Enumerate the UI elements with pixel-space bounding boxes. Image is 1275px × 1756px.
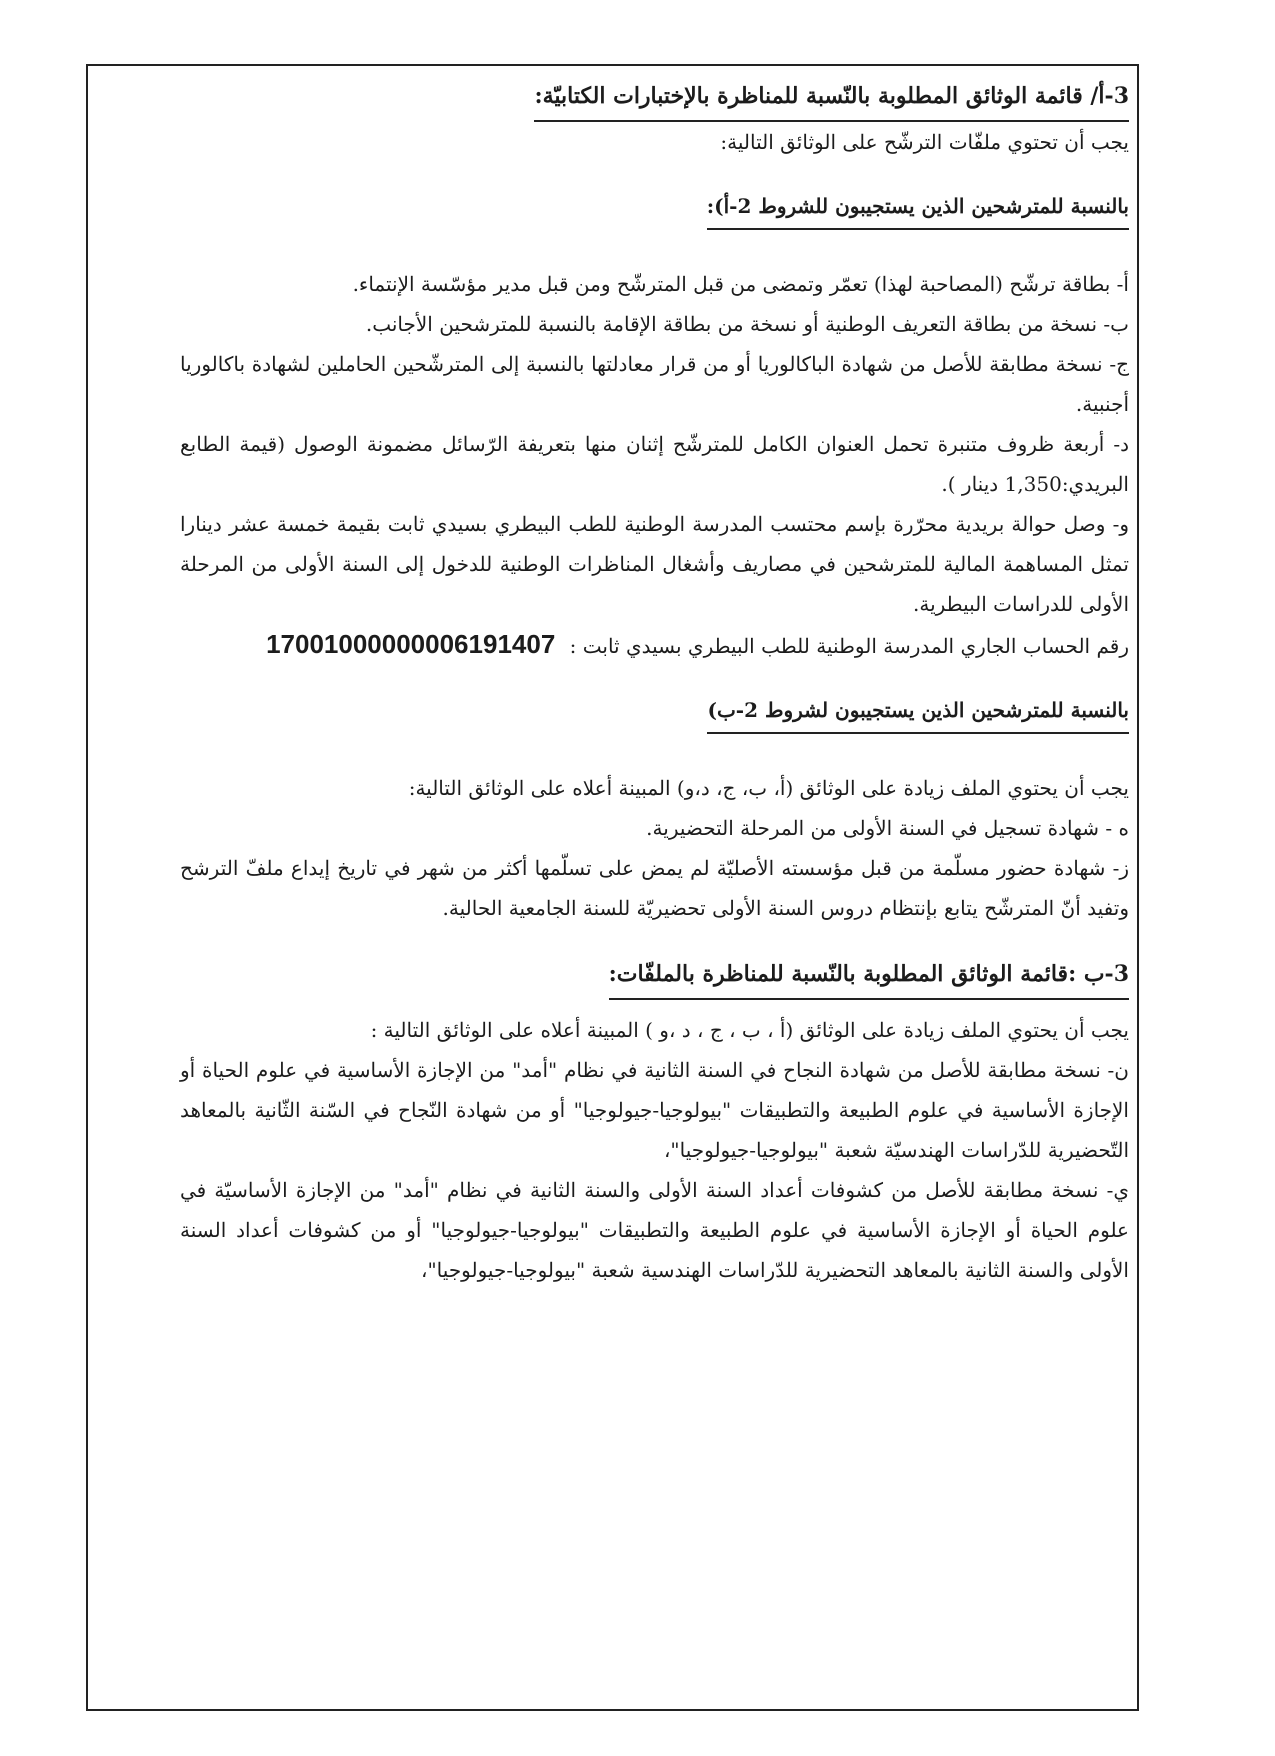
- account-label: رقم الحساب الجاري المدرسة الوطنية للطب البيطري بسيدي ثابت :: [569, 634, 1129, 658]
- list-item: و- وصل حوالة بريدية محرّرة بإسم محتسب المدرسة الوطنية للطب البيطري بسيدي ثابت بقيمة خمسة عشر دينارا تمثل المساهمة المالية للمترشحين في مصاريف وأشغال المناظرات الوطنية للدخول إلى السنة الأولى من المرحلة الأولى للدراسات البيطرية.: [180, 512, 1129, 616]
- section-b-intro: يجب أن يحتوي الملف زيادة على الوثائق (أ ، ب ، ج ، د ،و ) المبينة أعلاه على الوثائق التالية :: [370, 1018, 1129, 1042]
- group-2b-intro: يجب أن يحتوي الملف زيادة على الوثائق (أ، ب، ج، د،و) المبينة أعلاه على الوثائق التالية:: [408, 776, 1129, 800]
- section-a-intro: يجب أن تحتوي ملفّات الترشّح على الوثائق التالية:: [720, 130, 1129, 154]
- document-body: [180, 74, 1129, 1290]
- group-2a-title: بالنسبة للمترشحين الذين يستجيبون للشروط 2-أ):: [707, 186, 1129, 230]
- section-a-title: 3-أ/ قائمة الوثائق المطلوبة بالنّسبة للمناظرة بالإختبارات الكتابيّة:: [534, 74, 1129, 122]
- group-2b-title: بالنسبة للمترشحين الذين يستجيبون لشروط 2-ب): [707, 690, 1129, 734]
- list-item: أ- بطاقة ترشّح (المصاحبة لهذا) تعمّر وتمضى من قبل المترشّح ومن قبل مدير مؤسّسة الإنتماء.: [352, 272, 1129, 296]
- list-item: ج- نسخة مطابقة للأصل من شهادة الباكالوريا أو من قرار معادلتها بالنسبة إلى المترشّحين الحاملين لشهادة باكالوريا أجنبية.: [180, 352, 1129, 416]
- list-item: ز- شهادة حضور مسلّمة من قبل مؤسسته الأصليّة لم يمض على تسلّمها أكثر من شهر في تاريخ إيداع ملفّ الترشح وتفيد أنّ المترشّح يتابع بإنتظام دروس السنة الأولى تحضيريّة للسنة الجامعية الحالية.: [180, 856, 1129, 920]
- list-item: ب- نسخة من بطاقة التعريف الوطنية أو نسخة من بطاقة الإقامة بالنسبة للمترشحين الأجانب.: [365, 312, 1129, 336]
- list-item: ن- نسخة مطابقة للأصل من شهادة النجاح في السنة الثانية في نظام "أمد" من الإجازة الأساسية في علوم الحياة أو الإجازة الأساسية في علوم الطبيعة والتطبيقات "بيولوجيا-جيولوجيا" أو من شهادة النّجاح في السّنة الثّانية بالمعاهد التّحضيرية للدّراسات الهندسيّة شعبة "بيولوجيا-جيولوجيا"،: [180, 1058, 1129, 1162]
- list-item: ه - شهادة تسجيل في السنة الأولى من المرحلة التحضيرية.: [646, 816, 1129, 840]
- list-item: ي- نسخة مطابقة للأصل من كشوفات أعداد السنة الأولى والسنة الثانية في نظام "أمد" من الإجازة الأساسيّة في علوم الحياة أو الإجازة الأساسية في علوم الطبيعة والتطبيقات "بيولوجيا-جيولوجيا" أو من كشوفات أعداد السنة الأولى والسنة الثانية بالمعاهد التحضيرية للدّراسات الهندسية شعبة "بيولوجيا-جيولوجيا"،: [180, 1178, 1129, 1282]
- account-number: 17001000000006191407: [266, 629, 556, 659]
- section-b-title: 3-ب :قائمة الوثائق المطلوبة بالنّسبة للمناظرة بالملفّات:: [609, 952, 1129, 1000]
- list-item: د- أربعة ظروف متنبرة تحمل العنوان الكامل للمترشّح إثنان منها بتعريفة الرّسائل مضمونة الوصول (قيمة الطابع البريدي:1,350 دينار ).: [180, 432, 1129, 496]
- account-line: [180, 624, 1129, 666]
